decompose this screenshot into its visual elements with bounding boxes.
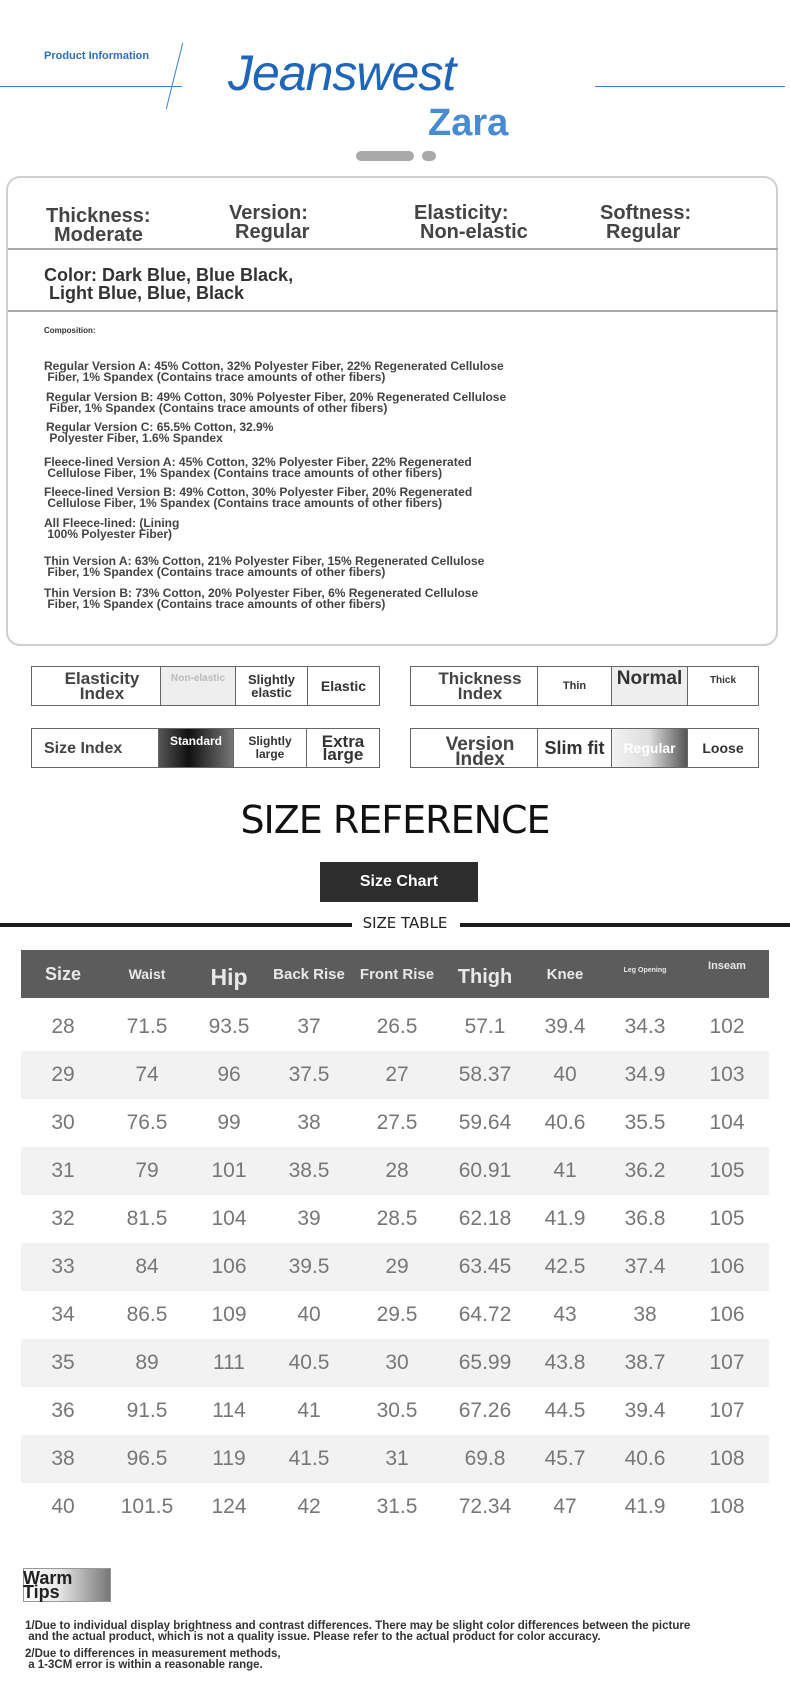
table-row <box>21 1195 769 1243</box>
table-cell: 44.5 <box>544 1399 586 1422</box>
table-cell: 43.8 <box>544 1351 586 1374</box>
elasticity-option-slightly-elastic: Slightly elastic <box>236 667 308 705</box>
table-cell: 41.5 <box>288 1447 330 1470</box>
composition-item: Regular Version C: 65.5% Cotton, 32.9% Polyester Fiber, 1.6% Spandex <box>46 420 274 445</box>
elasticity-index-label: Elasticity Index <box>32 667 161 705</box>
table-cell: 35.5 <box>624 1111 666 1134</box>
table-cell: 30 <box>385 1351 409 1374</box>
elasticity-index <box>31 666 380 706</box>
table-row <box>21 1435 769 1483</box>
table-cell: 76.5 <box>126 1111 168 1134</box>
table-cell: 108 <box>709 1447 745 1470</box>
header-inseam: Inseam <box>708 960 746 972</box>
table-row <box>21 1387 769 1435</box>
thickness-option-thick: Thick <box>709 675 737 686</box>
table-cell: 26.5 <box>376 1015 418 1038</box>
thickness-index-label: Thickness Index <box>411 667 538 705</box>
table-cell: 89 <box>135 1351 159 1374</box>
attribute-version <box>229 204 309 242</box>
table-cell: 40 <box>297 1303 321 1326</box>
table-cell: 107 <box>709 1399 745 1422</box>
carousel-indicator-active[interactable] <box>356 151 414 161</box>
table-cell: 104 <box>211 1207 247 1230</box>
table-cell: 96 <box>217 1063 241 1086</box>
table-cell: 86.5 <box>126 1303 168 1326</box>
attribute-thickness <box>46 207 150 245</box>
table-cell: 37 <box>297 1015 321 1038</box>
table-cell: 39.4 <box>544 1015 586 1038</box>
composition-item: Thin Version A: 63% Cotton, 21% Polyester Fiber, 15% Regenerated Cellulose Fiber, 1% Spandex (Contains trace amounts of other fibers) <box>44 554 485 579</box>
table-cell: 38 <box>297 1111 321 1134</box>
composition-item: Fleece-lined Version B: 49% Cotton, 30% Polyester Fiber, 20% Regenerated Cellulose Fiber, 1% Spandex (Contains trace amounts of other fibers) <box>44 485 473 510</box>
size-index <box>31 728 380 768</box>
table-cell: 40 <box>51 1495 75 1518</box>
table-cell: 119 <box>212 1447 246 1470</box>
table-cell: 99 <box>217 1111 241 1134</box>
table-cell: 60.91 <box>458 1159 512 1182</box>
size-option-extra-large: Extra large <box>321 732 365 764</box>
table-cell: 31.5 <box>376 1495 418 1518</box>
table-cell: 72.34 <box>458 1495 512 1518</box>
thickness-option-thin: Thin <box>538 667 612 705</box>
header-size: Size <box>44 963 82 984</box>
table-cell: 103 <box>709 1063 745 1086</box>
table-cell: 106 <box>709 1303 745 1326</box>
table-cell: 79 <box>135 1159 159 1182</box>
table-row <box>21 1003 769 1051</box>
table-cell: 42 <box>297 1495 321 1518</box>
size-option-slightly-large: Slightly large <box>234 729 307 767</box>
table-cell: 38 <box>633 1303 657 1326</box>
warm-tip: 2/Due to differences in measurement methods, a 1-3CM error is within a reasonable range. <box>25 1648 281 1671</box>
table-row <box>21 1051 769 1099</box>
table-cell: 33 <box>51 1255 75 1278</box>
composition-item: Regular Version A: 45% Cotton, 32% Polyester Fiber, 22% Regenerated Cellulose Fiber, 1% Spandex (Contains trace amounts of other fibers) <box>44 359 504 384</box>
size-table-rule-left <box>0 923 352 927</box>
table-cell: 101.5 <box>120 1495 174 1518</box>
version-option-regular: Regular <box>612 729 688 767</box>
composition-item: Regular Version B: 49% Cotton, 30% Polyester Fiber, 20% Regenerated Cellulose Fiber, 1% Spandex (Contains trace amounts of other fibers) <box>46 390 507 415</box>
header-knee: Knee <box>546 965 584 983</box>
table-cell: 59.64 <box>458 1111 512 1134</box>
table-cell: 34.3 <box>624 1015 666 1038</box>
header-back-rise: Back Rise <box>273 965 345 983</box>
attribute-label: Thickness: <box>46 205 151 227</box>
table-cell: 114 <box>212 1399 246 1422</box>
table-row <box>21 1099 769 1147</box>
header-thigh: Thigh <box>457 965 513 988</box>
table-cell: 57.1 <box>464 1015 506 1038</box>
table-cell: 39.5 <box>288 1255 330 1278</box>
table-row <box>21 1147 769 1195</box>
table-cell: 64.72 <box>458 1303 512 1326</box>
warm-tip: 1/Due to individual display brightness and contrast differences. There may be slight color differences between the picture and the actual product, which is not a quality issue. Please refer to the actual product for color accuracy. <box>25 1620 691 1643</box>
table-cell: 41 <box>297 1399 321 1422</box>
table-cell: 37.5 <box>288 1063 330 1086</box>
table-cell: 29 <box>385 1255 409 1278</box>
carousel-indicator[interactable] <box>422 151 436 161</box>
elasticity-option-non-elastic: Non-elastic <box>161 667 236 705</box>
table-cell: 63.45 <box>458 1255 512 1278</box>
size-index-label: Size Index <box>32 729 159 767</box>
table-cell: 30.5 <box>376 1399 418 1422</box>
attribute-value: Non-elastic <box>420 221 528 243</box>
attribute-label: Version: <box>229 202 308 224</box>
table-cell: 32 <box>51 1207 75 1230</box>
table-cell: 41.9 <box>624 1495 666 1518</box>
table-cell: 36.2 <box>624 1159 666 1182</box>
table-cell: 93.5 <box>208 1015 250 1038</box>
table-cell: 34 <box>51 1303 75 1326</box>
size-table-rule-right <box>460 923 790 927</box>
table-cell: 42.5 <box>544 1255 586 1278</box>
table-cell: 30 <box>51 1111 75 1134</box>
table-cell: 38.5 <box>288 1159 330 1182</box>
size-table-label: SIZE TABLE <box>362 914 448 932</box>
table-cell: 41.9 <box>544 1207 586 1230</box>
table-cell: 104 <box>709 1111 745 1134</box>
table-row <box>21 1243 769 1291</box>
table-cell: 31 <box>51 1159 75 1182</box>
table-cell: 27 <box>385 1063 409 1086</box>
thickness-index <box>410 666 759 706</box>
warm-tips-title: Warm Tips <box>23 1568 73 1602</box>
header-front-rise: Front Rise <box>359 965 435 983</box>
table-cell: 41 <box>553 1159 577 1182</box>
table-cell: 40.5 <box>288 1351 330 1374</box>
table-cell: 105 <box>709 1159 745 1182</box>
attribute-label: Elasticity: <box>414 202 509 224</box>
attribute-value: Regular <box>606 221 681 243</box>
version-index <box>410 728 759 768</box>
attribute-value: Moderate <box>54 224 143 246</box>
brand-logo-secondary: Zara <box>428 102 509 144</box>
composition-item: All Fleece-lined: (Lining 100% Polyester Fiber) <box>44 516 180 541</box>
header-leg-opening: Leg Opening <box>623 967 667 974</box>
table-cell: 38.7 <box>624 1351 666 1374</box>
table-row <box>21 1483 769 1531</box>
size-chart-badge: Size Chart <box>320 862 478 902</box>
table-cell: 102 <box>709 1015 745 1038</box>
table-cell: 34.9 <box>624 1063 666 1086</box>
size-option-standard: Standard <box>159 729 234 767</box>
divider <box>8 248 778 250</box>
table-cell: 74 <box>135 1063 159 1086</box>
table-cell: 35 <box>51 1351 75 1374</box>
composition-title: Composition: <box>44 326 96 335</box>
attribute-value: Regular <box>235 221 310 243</box>
composition-item: Fleece-lined Version A: 45% Cotton, 32% Polyester Fiber, 22% Regenerated Cellulose Fiber, 1% Spandex (Contains trace amounts of other fibers) <box>44 455 472 480</box>
table-cell: 105 <box>709 1207 745 1230</box>
table-cell: 29.5 <box>376 1303 418 1326</box>
header-hip: Hip <box>210 963 248 990</box>
table-cell: 109 <box>211 1303 247 1326</box>
table-cell: 65.99 <box>458 1351 512 1374</box>
table-cell: 111 <box>213 1351 245 1374</box>
table-row <box>21 1339 769 1387</box>
elasticity-option-elastic: Elastic <box>320 677 367 694</box>
table-cell: 40.6 <box>544 1111 586 1134</box>
table-cell: 28 <box>51 1015 75 1038</box>
table-cell: 96.5 <box>126 1447 168 1470</box>
table-cell: 29 <box>51 1063 75 1086</box>
version-index-label: Version Index <box>411 729 538 767</box>
table-cell: 84 <box>135 1255 159 1278</box>
header-slash-divider <box>166 43 183 109</box>
table-cell: 106 <box>211 1255 247 1278</box>
color-options: Color: Dark Blue, Blue Black, Light Blue, Blue, Black <box>44 265 294 303</box>
table-cell: 62.18 <box>458 1207 512 1230</box>
table-cell: 91.5 <box>126 1399 168 1422</box>
header-rule-right <box>595 86 785 87</box>
table-cell: 36 <box>51 1399 75 1422</box>
table-cell: 43 <box>553 1303 577 1326</box>
table-cell: 27.5 <box>376 1111 418 1134</box>
size-reference-title: SIZE REFERENCE <box>240 798 550 842</box>
header-waist: Waist <box>128 965 166 982</box>
attribute-elasticity <box>414 204 528 242</box>
table-cell: 45.7 <box>544 1447 586 1470</box>
table-cell: 71.5 <box>126 1015 168 1038</box>
thickness-option-normal: Normal <box>612 667 688 705</box>
table-cell: 31 <box>385 1447 409 1470</box>
section-label: Product Information <box>44 50 150 62</box>
table-cell: 101 <box>211 1159 247 1182</box>
table-cell: 39 <box>297 1207 321 1230</box>
version-option-slim-fit: Slim fit <box>538 729 612 767</box>
version-option-loose: Loose <box>702 739 744 756</box>
table-cell: 36.8 <box>624 1207 666 1230</box>
table-cell: 28.5 <box>376 1207 418 1230</box>
size-table-header <box>21 950 769 998</box>
table-cell: 40.6 <box>624 1447 666 1470</box>
brand-logo-primary: Jeanswest <box>228 45 456 101</box>
table-cell: 58.37 <box>458 1063 512 1086</box>
table-cell: 38 <box>51 1447 75 1470</box>
table-cell: 37.4 <box>624 1255 666 1278</box>
table-cell: 106 <box>709 1255 745 1278</box>
table-cell: 39.4 <box>624 1399 666 1422</box>
header-rule-left <box>0 86 182 87</box>
table-cell: 40 <box>553 1063 577 1086</box>
table-cell: 107 <box>709 1351 745 1374</box>
table-row <box>21 1291 769 1339</box>
table-cell: 124 <box>211 1495 247 1518</box>
table-cell: 28 <box>385 1159 409 1182</box>
divider <box>8 310 778 312</box>
attribute-label: Softness: <box>600 202 692 224</box>
composition-item: Thin Version B: 73% Cotton, 20% Polyester Fiber, 6% Regenerated Cellulose Fiber, 1% Spandex (Contains trace amounts of other fibers) <box>44 586 479 611</box>
table-cell: 108 <box>709 1495 745 1518</box>
table-cell: 47 <box>553 1495 577 1518</box>
table-cell: 69.8 <box>464 1447 506 1470</box>
table-cell: 81.5 <box>126 1207 168 1230</box>
table-cell: 67.26 <box>458 1399 512 1422</box>
attribute-softness <box>600 204 691 242</box>
